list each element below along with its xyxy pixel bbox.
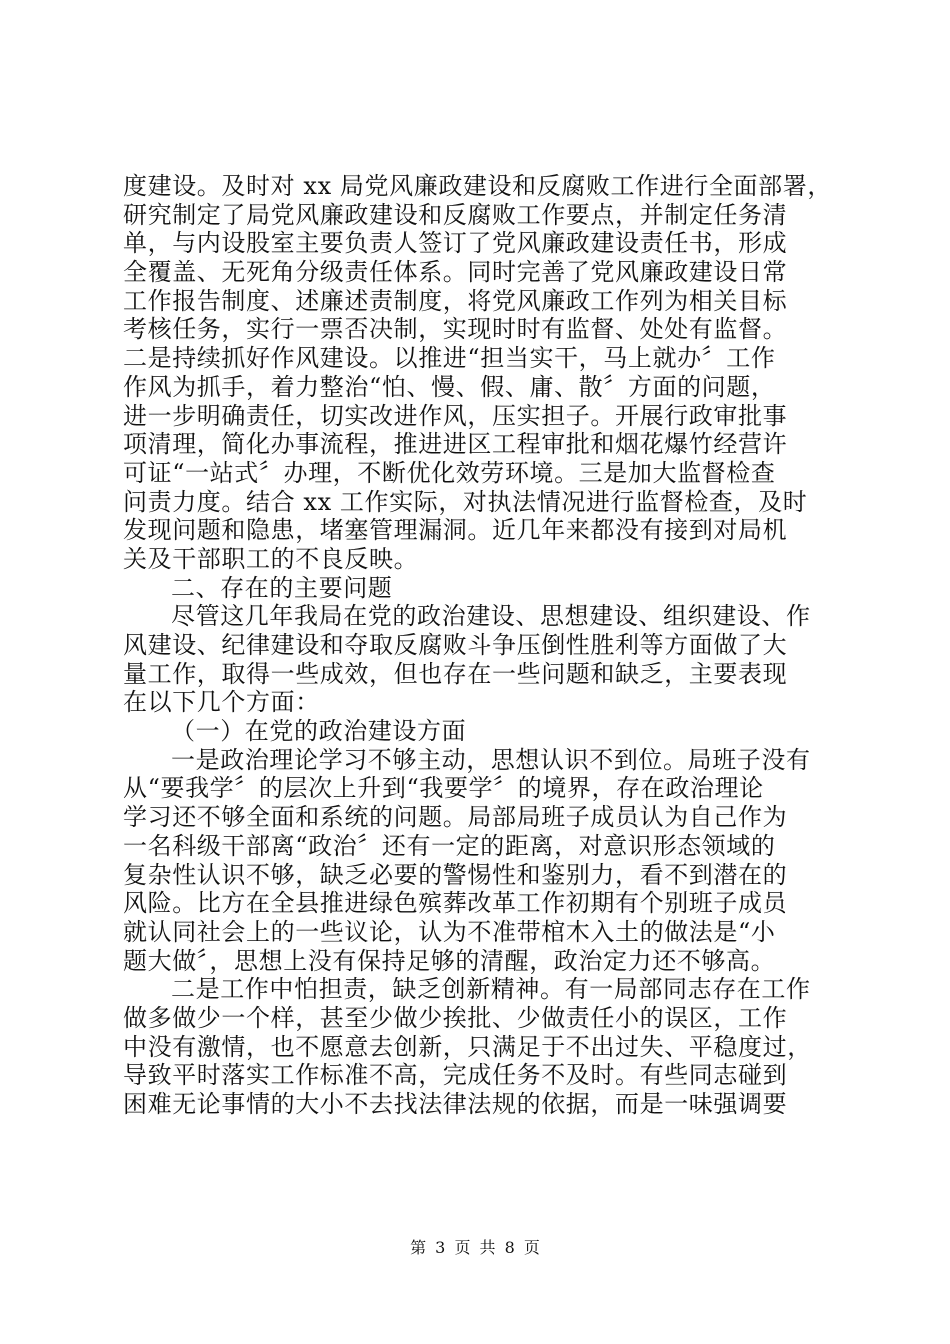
text-line: 研究制定了局党风廉政建设和反腐败工作要点，并制定任务清 (123, 200, 788, 229)
text-line: 二是工作中怕担责，缺乏创新精神。有一局部同志存在工作 (171, 975, 811, 1004)
text-line: 风建设、纪律建设和夺取反腐败斗争压倒性胜利等方面做了大 (123, 631, 788, 659)
text-line: 中没有激情，也不愿意去创新，只满足于不出过失、平稳度过， (123, 1032, 812, 1061)
text-line: 单，与内设股室主要负责人签订了党风廉政建设责任书，形成 (123, 229, 788, 258)
text-line: 一是政治理论学习不够主动，思想认识不到位。局班子没有 (171, 745, 811, 774)
text-line: 二、存在的主要问题 (171, 573, 393, 602)
text-line: 就认同社会上的一些议论，认为不准带棺木入土的做法是“小 (123, 917, 776, 946)
text-line: 可证“一站式〞办理，不断优化效劳环境。三是加大监督检查 (123, 458, 776, 487)
text-line: 作风为抓手，着力整治“怕、慢、假、庸、散〞方面的问题， (123, 372, 776, 401)
text-line: 尽管这几年我局在党的政治建设、思想建设、组织建设、作 (171, 602, 811, 631)
text-line: 一名科级干部离“政治〞还有一定的距离，对意识形态领域的 (123, 831, 776, 860)
text-line: 问责力度。结合 xx 工作实际，对执法情况进行监督检查，及时 (123, 487, 808, 516)
text-line: 全覆盖、无死角分级责任体系。同时完善了党风廉政建设日常 (123, 258, 788, 287)
text-line: 量工作，取得一些成效，但也存在一些问题和缺乏，主要表现 (123, 659, 788, 688)
text-line: 在以下几个方面： (123, 688, 320, 717)
document-body (123, 172, 835, 1119)
text-line: 关及干部职工的不良反映。 (123, 544, 419, 573)
text-line: 风险。比方在全县推进绿色殡葬改革工作初期有个别班子成员 (123, 889, 788, 918)
text-line: 导致平时落实工作标准不高，完成任务不及时。有些同志碰到 (123, 1061, 788, 1090)
text-line: 学习还不够全面和系统的问题。局部局班子成员认为自己作为 (123, 803, 788, 832)
text-line: 项清理，简化办事流程，推进进区工程审批和烟花爆竹经营许 (123, 430, 788, 459)
text-line: 考核任务，实行一票否决制，实现时时有监督、处处有监督。 (123, 315, 788, 344)
text-line: 从“要我学〞的层次上升到“我要学〞的境界，存在政治理论 (123, 774, 764, 803)
text-line: 进一步明确责任，切实改进作风，压实担子。开展行政审批事 (123, 401, 788, 430)
text-line: 发现问题和隐患，堵塞管理漏洞。近几年来都没有接到对局机 (123, 516, 788, 545)
page-footer: 第 3 页 共 8 页 (410, 1238, 540, 1257)
text-line: 困难无论事情的大小不去找法律法规的依据，而是一味强调要 (123, 1090, 788, 1118)
text-line: 二是持续抓好作风建设。以推进“担当实干，马上就办〞工作 (123, 344, 776, 373)
text-line: 做多做少一个样，甚至少做少挨批、少做责任小的误区，工作 (123, 1003, 788, 1032)
text-line: 度建设。及时对 xx 局党风廉政建设和反腐败工作进行全面部署， (123, 172, 832, 200)
text-line: 复杂性认识不够，缺乏必要的警惕性和鉴别力，看不到潜在的 (123, 860, 788, 889)
text-line: 工作报告制度、述廉述责制度，将党风廉政工作列为相关目标 (123, 286, 788, 315)
text-line: 题大做〞，思想上没有保持足够的清醒，政治定力还不够高。 (123, 946, 776, 975)
text-line: （一）在党的政治建设方面 (171, 717, 467, 746)
